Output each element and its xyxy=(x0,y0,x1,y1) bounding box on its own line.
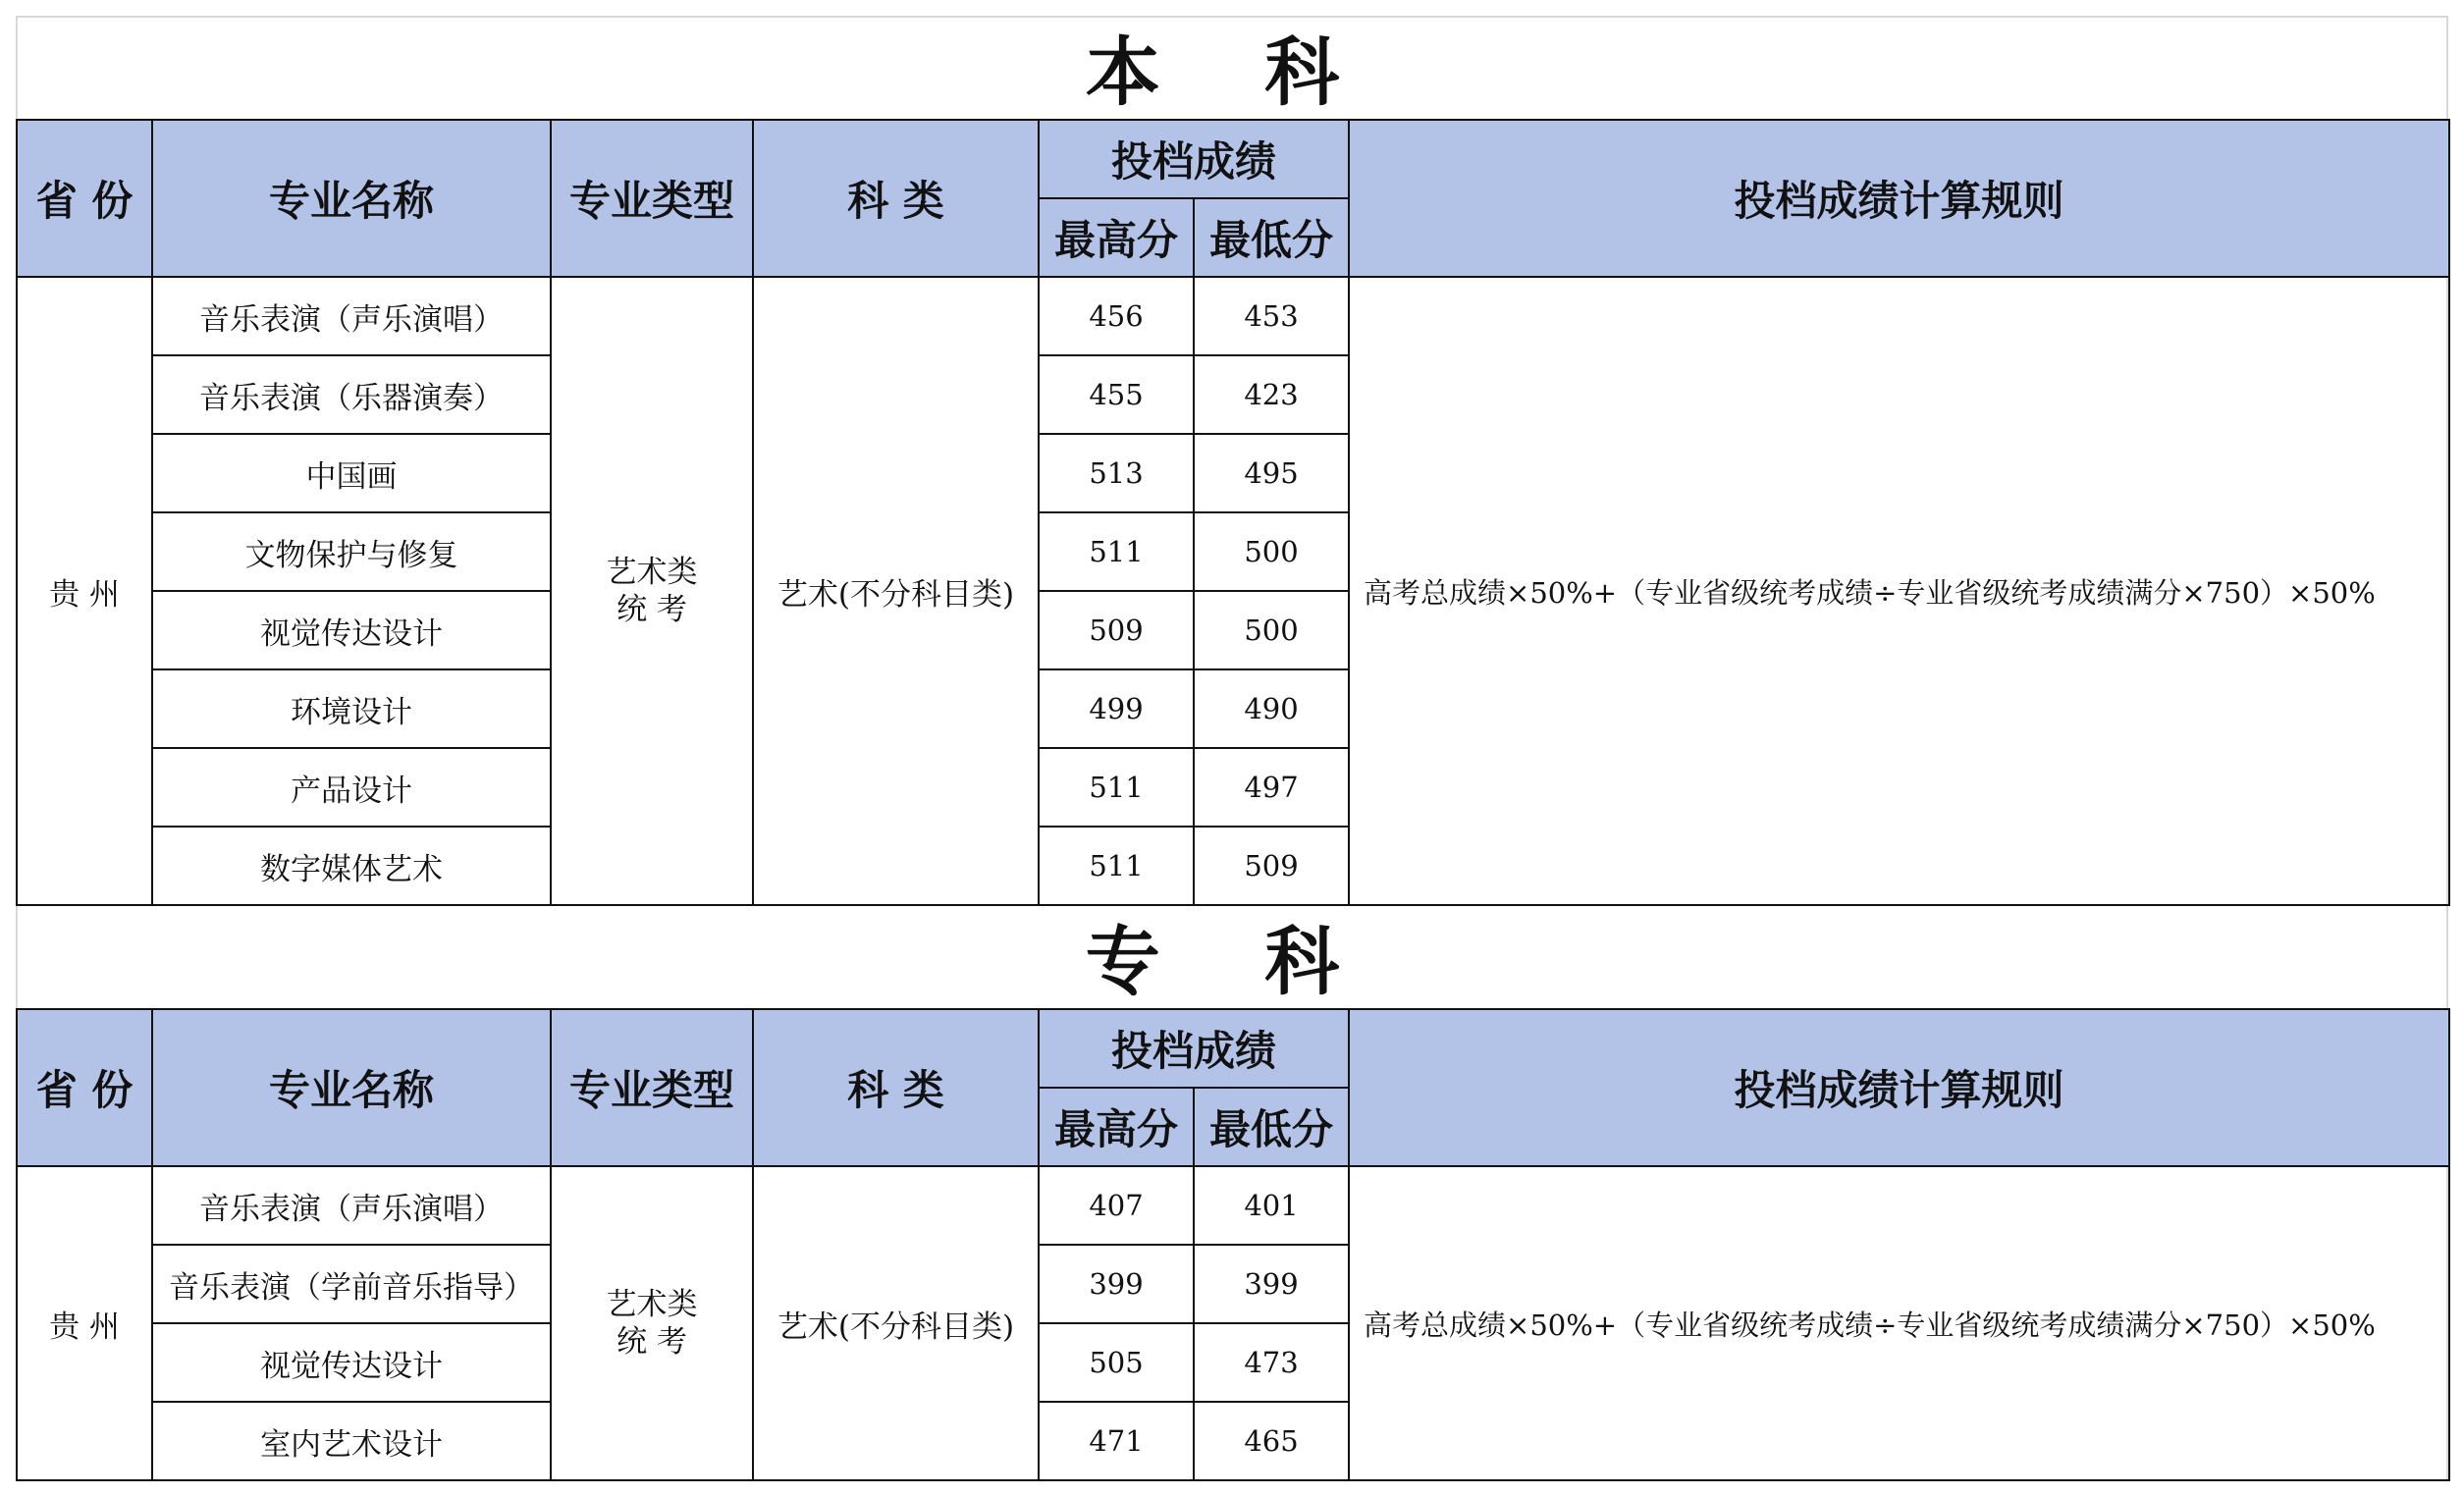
major-cell: 室内艺术设计 xyxy=(152,1402,551,1480)
max-score-cell: 513 xyxy=(1039,434,1194,512)
major-type-line2: 统 考 xyxy=(616,592,687,627)
header-province: 省 份 xyxy=(17,1009,152,1166)
subject-cell: 艺术(不分科目类) xyxy=(753,277,1039,905)
max-score-cell: 499 xyxy=(1039,669,1194,748)
major-cell: 音乐表演（声乐演唱） xyxy=(152,1166,551,1245)
header-major: 专业名称 xyxy=(152,1009,551,1166)
max-score-cell: 407 xyxy=(1039,1166,1194,1245)
major-cell: 环境设计 xyxy=(152,669,551,748)
min-score-cell: 497 xyxy=(1194,748,1349,827)
major-cell: 文物保护与修复 xyxy=(152,512,551,591)
header-min-score: 最低分 xyxy=(1194,198,1349,277)
min-score-cell: 509 xyxy=(1194,827,1349,905)
header-major-type: 专业类型 xyxy=(551,120,753,277)
bachelor-section-title: 本 科 xyxy=(1085,28,1379,116)
header-province: 省 份 xyxy=(17,120,152,277)
header-rule: 投档成绩计算规则 xyxy=(1349,1009,2449,1166)
major-type-line1: 艺术类 xyxy=(606,555,698,590)
header-max-score: 最高分 xyxy=(1039,1088,1194,1166)
associate-section-title: 专 科 xyxy=(1085,918,1379,1005)
max-score-cell: 505 xyxy=(1039,1323,1194,1402)
major-cell: 音乐表演（声乐演唱） xyxy=(152,277,551,355)
header-rule: 投档成绩计算规则 xyxy=(1349,120,2449,277)
max-score-cell: 511 xyxy=(1039,512,1194,591)
max-score-cell: 511 xyxy=(1039,827,1194,905)
header-max-score: 最高分 xyxy=(1039,198,1194,277)
major-type-cell xyxy=(551,1166,753,1480)
major-cell: 视觉传达设计 xyxy=(152,591,551,669)
max-score-cell: 511 xyxy=(1039,748,1194,827)
major-cell: 视觉传达设计 xyxy=(152,1323,551,1402)
table-row xyxy=(17,277,2449,355)
min-score-cell: 453 xyxy=(1194,277,1349,355)
header-subject: 科 类 xyxy=(753,1009,1039,1166)
max-score-cell: 456 xyxy=(1039,277,1194,355)
min-score-cell: 500 xyxy=(1194,512,1349,591)
min-score-cell: 401 xyxy=(1194,1166,1349,1245)
major-cell: 音乐表演（学前音乐指导） xyxy=(152,1245,551,1323)
major-cell: 音乐表演（乐器演奏） xyxy=(152,355,551,434)
max-score-cell: 509 xyxy=(1039,591,1194,669)
header-score-group: 投档成绩 xyxy=(1039,120,1349,198)
header-major: 专业名称 xyxy=(152,120,551,277)
major-cell: 产品设计 xyxy=(152,748,551,827)
major-cell: 数字媒体艺术 xyxy=(152,827,551,905)
header-score-group: 投档成绩 xyxy=(1039,1009,1349,1088)
min-score-cell: 399 xyxy=(1194,1245,1349,1323)
major-type-line1: 艺术类 xyxy=(606,1287,698,1322)
major-type-line2: 统 考 xyxy=(616,1324,687,1360)
min-score-cell: 473 xyxy=(1194,1323,1349,1402)
max-score-cell: 399 xyxy=(1039,1245,1194,1323)
header-subject: 科 类 xyxy=(753,120,1039,277)
subject-cell: 艺术(不分科目类) xyxy=(753,1166,1039,1480)
header-min-score: 最低分 xyxy=(1194,1088,1349,1166)
min-score-cell: 495 xyxy=(1194,434,1349,512)
province-cell: 贵 州 xyxy=(17,1166,152,1480)
min-score-cell: 423 xyxy=(1194,355,1349,434)
major-cell: 中国画 xyxy=(152,434,551,512)
bachelor-score-table xyxy=(16,119,2450,906)
max-score-cell: 471 xyxy=(1039,1402,1194,1480)
min-score-cell: 500 xyxy=(1194,591,1349,669)
header-major-type: 专业类型 xyxy=(551,1009,753,1166)
rule-cell: 高考总成绩×50%+（专业省级统考成绩÷专业省级统考成绩满分×750）×50% xyxy=(1349,1166,2449,1480)
associate-score-table xyxy=(16,1008,2450,1481)
major-type-cell xyxy=(551,277,753,905)
province-cell: 贵 州 xyxy=(17,277,152,905)
max-score-cell: 455 xyxy=(1039,355,1194,434)
min-score-cell: 465 xyxy=(1194,1402,1349,1480)
rule-cell: 高考总成绩×50%+（专业省级统考成绩÷专业省级统考成绩满分×750）×50% xyxy=(1349,277,2449,905)
table-row xyxy=(17,1166,2449,1245)
min-score-cell: 490 xyxy=(1194,669,1349,748)
